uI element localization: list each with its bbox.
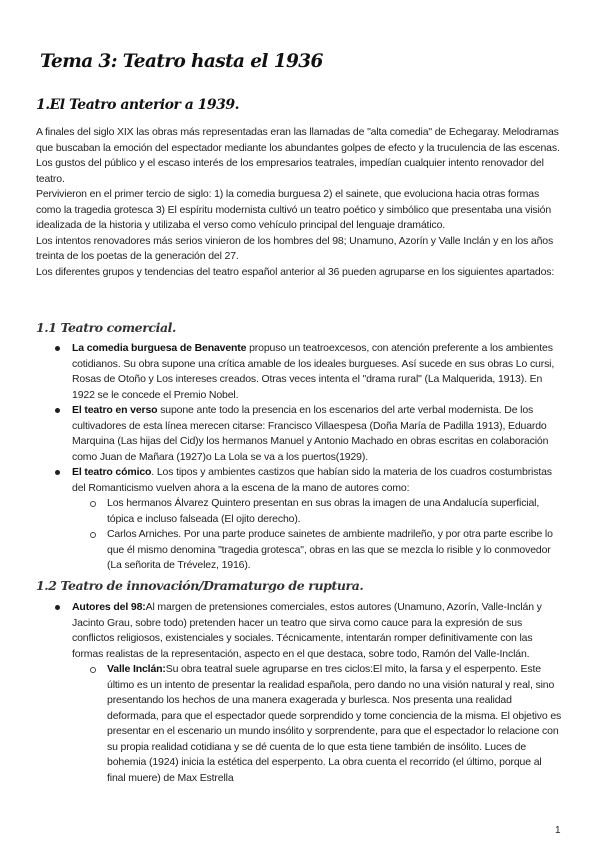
item-bold-term: La comedia burguesa de Benavente [72,342,247,354]
list-item [72,341,562,403]
item-bold-term: El teatro cómico [72,466,152,478]
paragraph: Pervivieron en el primer tercio de siglo: 1) la comedia burguesa 2) el sainete, que evoluciona hacia otras formas como la tragedia grotesca 3) El espíritu modernista cultivó un teatro poético y simbólico que presentaba una visión idealizada de la historia y utilizaba el verso como vehículo principal del lenguaje dramático. [36,188,552,231]
list-item [72,600,562,786]
page-number: 1 [555,825,561,836]
commercial-theatre-list [72,341,562,574]
section-heading-1-1: 1.1 Teatro comercial. [36,320,176,335]
sub-list-item [107,662,562,786]
paragraph: A finales del siglo XIX las obras más representadas eran las llamadas de "alta comedia" de Echegaray. Melodramas que buscaban la emoción del espectador mediante los abundantes golpes de efecto y la truculencia de las escenas. Los gustos del público y el escaso interés de los empresarios teatrales, impedían cualquier intento renovador del teatro. [36,126,560,185]
sub-item-text: Carlos Arniches. Por una parte produce sainetes de ambiente madrileño, y por otra parte escribe lo que él mismo denomina "tragedia grotesca", obras en las que se mezcla lo risible y lo conmovedor (La señorita de Trévelez, 1916). [107,528,553,571]
item-text: . Los tipos y ambientes castizos que habían sido la materia de los cuadros costumbristas del Romanticismo vuelven ahora a la escena de la mano de autores como: [72,466,552,494]
bullet-icon [55,470,60,475]
list-item [72,465,562,574]
hollow-bullet-icon [90,501,96,507]
list-item [72,403,562,465]
section-heading-1-2: 1.2 Teatro de innovación/Dramaturgo de ruptura. [36,578,364,593]
hollow-bullet-icon [90,667,96,673]
document-title: Tema 3: Teatro hasta el 1936 [40,51,323,72]
hollow-bullet-icon [90,532,96,538]
sub-item-text: Los hermanos Álvarez Quintero presentan en sus obras la imagen de una Andalucía superficial, tópica e incluso falseada (El ojito derecho). [107,497,540,525]
section-heading-1: 1.El Teatro anterior a 1939. [36,97,240,113]
paragraph: Los intentos renovadores más serios vinieron de los hombres del 98; Unamuno, Azorín y Valle Inclán y en los años treinta de los poetas de la generación del 27. [36,234,554,262]
sub-list [107,496,562,574]
sub-list [107,662,562,786]
innovation-theatre-list [72,600,562,786]
bullet-icon [55,408,60,413]
item-bold-term: Autores del 98: [72,601,146,613]
sub-list-item [107,527,562,574]
sub-list-item [107,496,562,527]
item-text: Al margen de pretensiones comerciales, estos autores (Unamuno, Azorín, Valle-Inclán y Jacinto Grau, sobre todo) pretenden hacer un teatro que sirva como cauce para la expresión de sus conflictos religiosos, existenciales y sociales. Técnicamente, intentarán romper definitivamente con las formas realistas de la representación, aspecto en el que destaca, sobre todo, Ramón del Valle-Inclán. [72,601,542,660]
bullet-icon [55,605,60,610]
sub-item-text: Su obra teatral suele agruparse en tres ciclos:El mito, la farsa y el esperpento. Este último es un intento de presentar la realidad española, pero dando no una visión natural y real, sino presentando los hechos de una manera exagerada y burlesca. Nos presenta una realidad deformada, para que el espectador quede sorprendido y tome conciencia de la misma. El objetivo es presentar en el escenario un mundo insólito y sorprendente, para que el espectador lo relacione con su propia realidad cotidiana y se dé cuenta de lo que esta tiene también de insólito. Luces de bohemia (1924) inicia la estética del esperpento. La obra cuenta el recorrido (el último, porque al final muere) de Max Estrella [107,663,562,784]
intro-text [36,125,566,280]
bullet-icon [55,346,60,351]
paragraph: Los diferentes grupos y tendencias del teatro español anterior al 36 pueden agruparse en los siguientes apartados: [36,265,555,278]
item-bold-term: El teatro en verso [72,404,158,416]
item-text: propuso un teatroexcesos, con atención preferente a los ambientes cotidianos. Su obra supone una crítica amable de los ideales burgueses. Así sucede en sus obras Lo cursi, Rosas de Otoño y Los intereses creados. Otras veces intenta el "drama rural" (La Malquerida, 1913). En 1922 se le concede el Premio Nobel. [72,342,555,401]
item-text: supone ante todo la presencia en los escenarios del arte verbal modernista. De los cultivadores de esta línea merecen citarse: Francisco Villaespesa (Doña María de Padilla 1913), Eduardo Marquina (Las hijas del Cid)y los hermanos Manuel y Antonio Machado en obras escritas en colaboración como Juan de Mañara (1927)o La Lola se va a los puertos(1929). [72,404,549,463]
sub-item-bold-term: Valle Inclán: [107,663,166,675]
